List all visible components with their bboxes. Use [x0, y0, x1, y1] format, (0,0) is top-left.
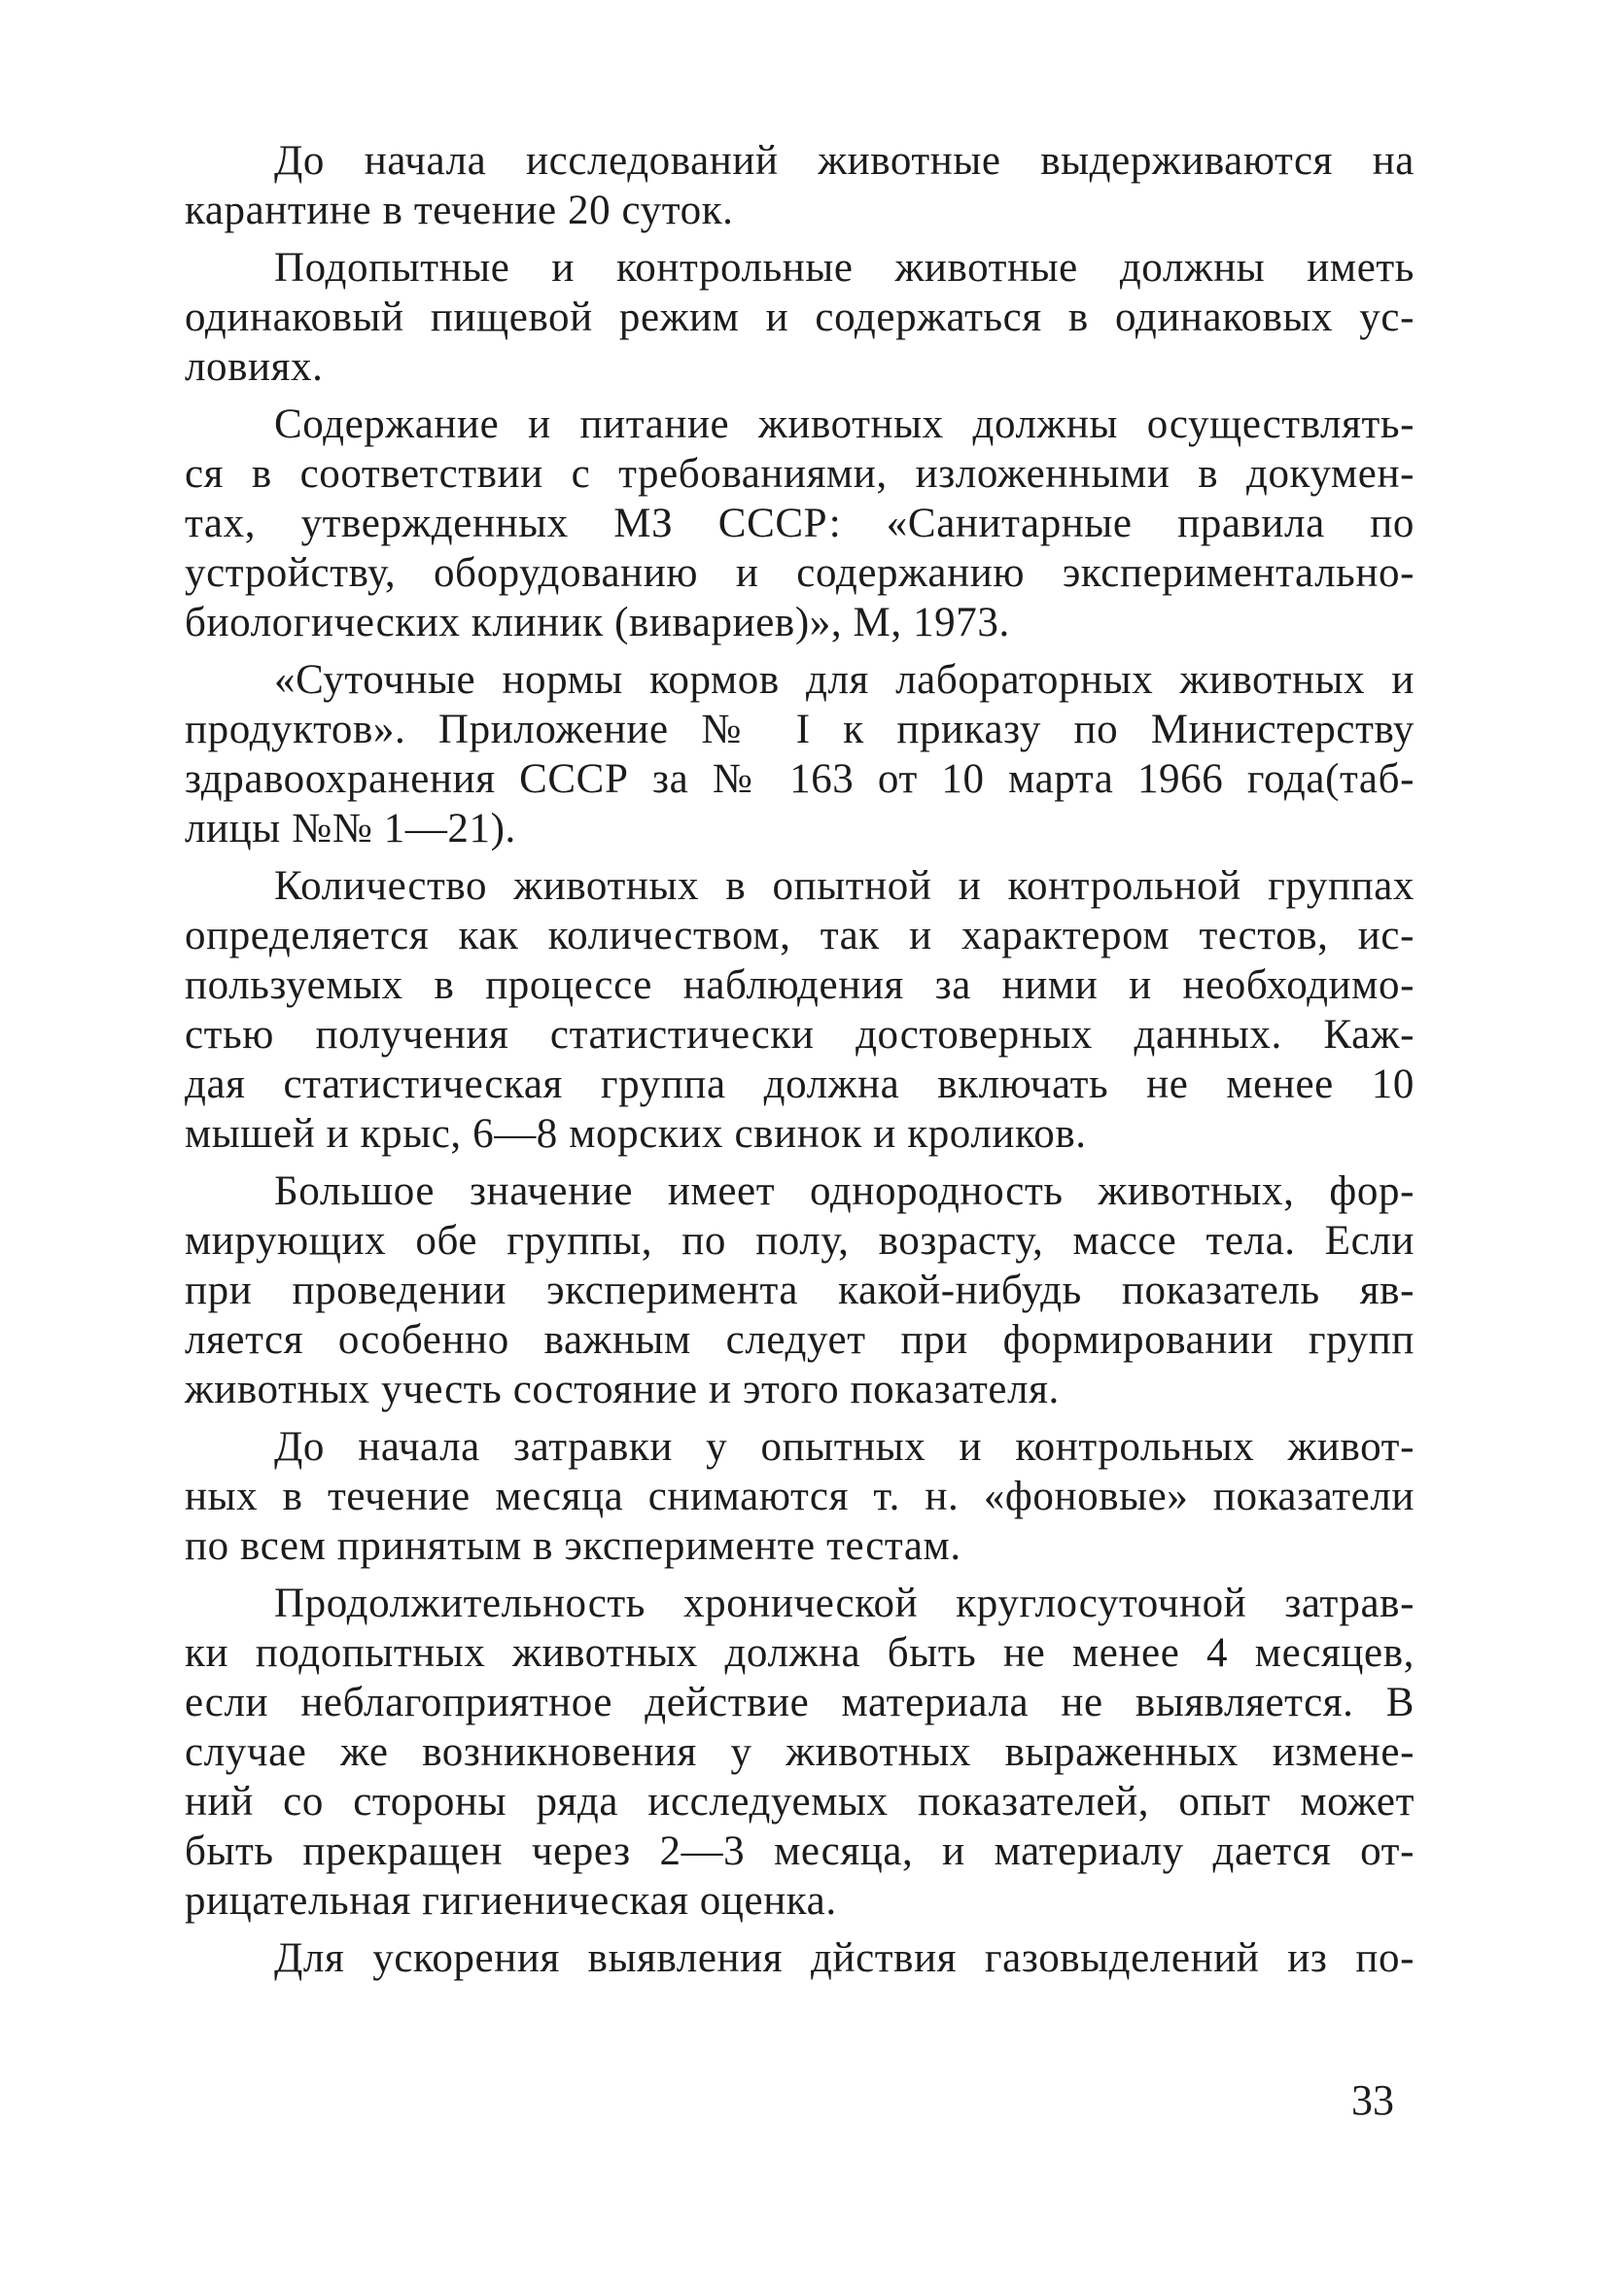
- paragraph: [185, 655, 1415, 853]
- text-line: ловиях.: [185, 344, 324, 390]
- text-line: здравоохранения СССР за № 163 от 10 марта 1966 года(таб-: [185, 756, 1415, 802]
- paragraph: [185, 1933, 1415, 1983]
- paragraph: [185, 136, 1415, 235]
- text-line: Количество животных в опытной и контрольной группах: [274, 863, 1415, 909]
- text-line: устройству, оборудованию и содержанию экспериментально-: [185, 550, 1415, 596]
- text-line: животных учесть состояние и этого показателя.: [185, 1367, 1060, 1412]
- text-line: Содержание и питание животных должны осуществлять-: [274, 401, 1415, 447]
- text-line: Большое значение имеет однородность животных, фор-: [274, 1168, 1415, 1214]
- document-page: [185, 136, 1415, 1991]
- text-line: ки подопытных животных должна быть не менее 4 месяцев,: [185, 1630, 1415, 1676]
- text-line: До начала затравки у опытных и контрольных живот-: [274, 1424, 1415, 1470]
- paragraph: [185, 400, 1415, 647]
- text-line: по всем принятым в эксперименте тестам.: [185, 1523, 961, 1569]
- page-number: 33: [1351, 2076, 1394, 2124]
- text-line: тах, утвержденных МЗ СССР: «Санитарные правила по: [185, 501, 1415, 546]
- text-line: случае же возникновения у животных выраженных измене-: [185, 1729, 1415, 1775]
- text-line: До начала исследований животные выдерживаются на: [274, 138, 1415, 184]
- text-line: Подопытные и контрольные животные должны иметь: [274, 245, 1415, 291]
- paragraph: [185, 243, 1415, 392]
- text-line: определяется как количеством, так и характером тестов, ис-: [185, 913, 1415, 958]
- text-line: дая статистическая группа должна включать не менее 10: [185, 1061, 1415, 1107]
- text-line: пользуемых в процессе наблюдения за ними и необходимо-: [185, 962, 1415, 1008]
- text-line: ний со стороны ряда исследуемых показателей, опыт может: [185, 1779, 1415, 1825]
- text-line: «Суточные нормы кормов для лабораторных животных и: [274, 657, 1415, 703]
- text-line: продуктов». Приложение № I к приказу по Министерству: [185, 707, 1415, 752]
- text-line: ся в соответствии с требованиями, изложенными в докумен-: [185, 451, 1415, 497]
- paragraph: [185, 1579, 1415, 1926]
- text-line: биологических клиник (вивариев)», М, 1973.: [185, 600, 1010, 645]
- text-line: мышей и крыс, 6—8 морских свинок и кроликов.: [185, 1111, 1087, 1157]
- text-line: лицы №№ 1—21).: [185, 806, 516, 852]
- text-line: мирующих обе группы, по полу, возрасту, массе тела. Если: [185, 1218, 1415, 1264]
- text-line: ляется особенно важным следует при формировании групп: [185, 1317, 1415, 1363]
- text-line: ных в течение месяца снимаются т. н. «фоновые» показатели: [185, 1474, 1415, 1519]
- text-line: Для ускорения выявления дйствия газовыделений из по-: [274, 1935, 1415, 1981]
- text-line: карантине в течение 20 суток.: [185, 188, 734, 233]
- text-line: одинаковый пищевой режим и содержаться в одинаковых ус-: [185, 295, 1415, 340]
- paragraph: [185, 1422, 1415, 1571]
- text-line: быть прекращен через 2—3 месяца, и материалу дается от-: [185, 1828, 1415, 1874]
- text-line: если неблагоприятное действие материала не выявляется. В: [185, 1680, 1415, 1725]
- text-line: при проведении эксперимента какой-нибудь показатель яв-: [185, 1268, 1415, 1313]
- text-line: рицательная гигиеническая оценка.: [185, 1878, 837, 1924]
- paragraph: [185, 861, 1415, 1159]
- text-line: стью получения статистически достоверных данных. Каж-: [185, 1012, 1415, 1058]
- text-line: Продолжительность хронической круглосуточной затрав-: [274, 1581, 1415, 1626]
- paragraph: [185, 1166, 1415, 1414]
